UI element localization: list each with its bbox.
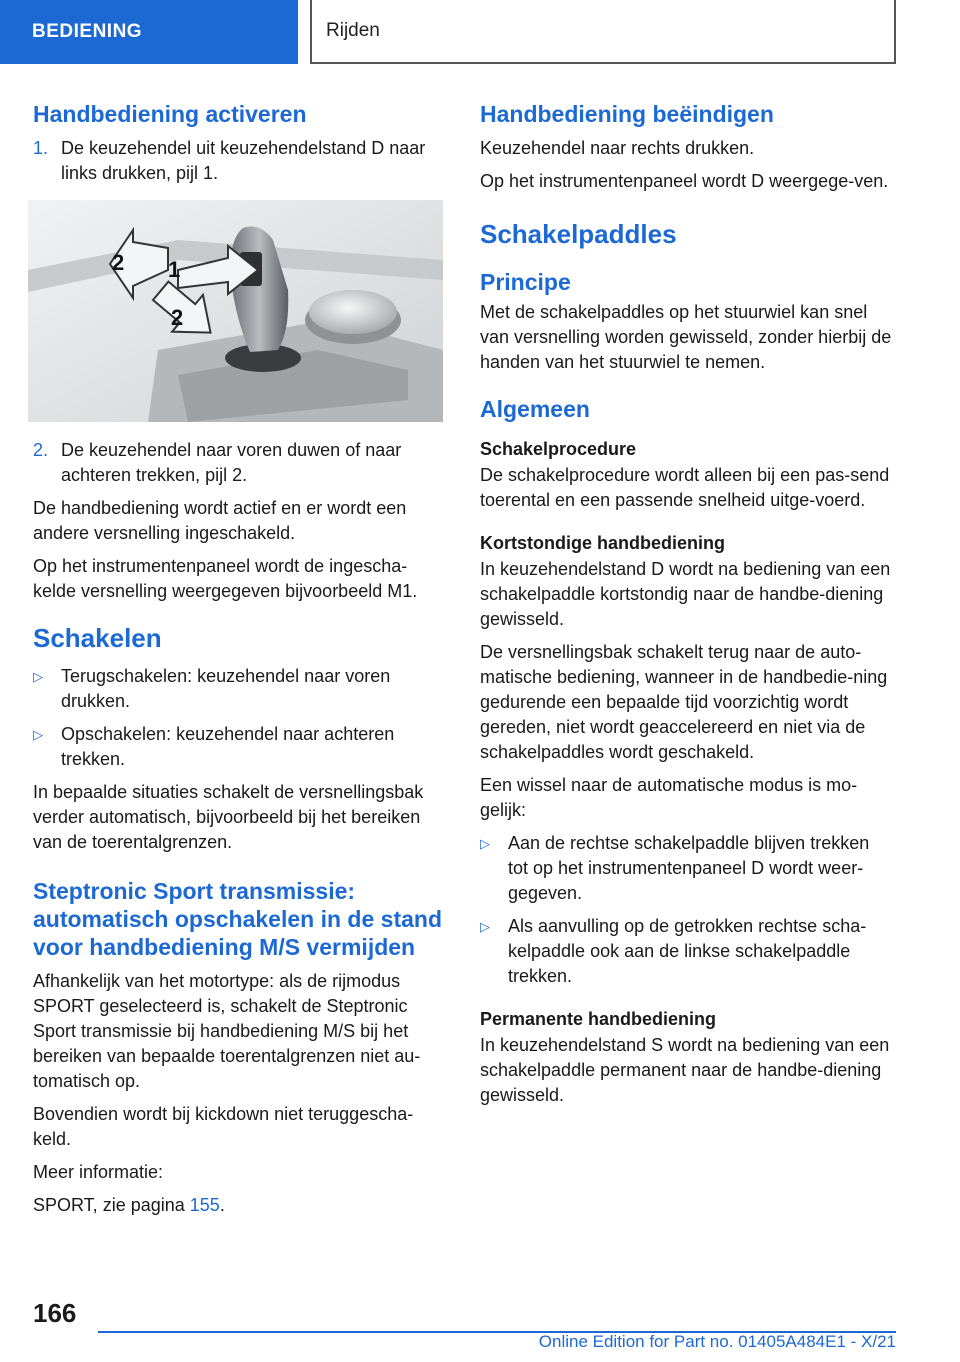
bullet-text: Als aanvulling op de getrokken rechtse scha-kelpaddle ook aan de linkse schakelpaddle trekken. xyxy=(508,916,867,986)
step-number: 2. xyxy=(33,440,49,460)
paragraph: Bovendien wordt bij kickdown niet teruggescha-keld. xyxy=(33,1104,414,1149)
bullet-triangle-icon: ▷ xyxy=(33,727,43,742)
heading-paddles: Schakelpaddles xyxy=(480,219,677,249)
heading-general: Algemeen xyxy=(480,396,590,422)
bullet-item xyxy=(480,914,894,989)
heading-end-manual: Handbediening beëindigen xyxy=(480,101,774,127)
step-number: 1. xyxy=(33,138,49,158)
ref-text: SPORT, zie pagina xyxy=(33,1195,190,1215)
paragraph: In keuzehendelstand S wordt na bediening van een schakelpaddle permanent naar de handbe-diening gewisseld. xyxy=(480,1035,890,1105)
bullet-text: Opschakelen: keuzehendel naar achteren trekken. xyxy=(61,724,395,769)
subheading-procedure: Schakelprocedure xyxy=(480,439,637,459)
heading-shift: Schakelen xyxy=(33,623,162,653)
bullet-item xyxy=(480,831,894,906)
paragraph: In bepaalde situaties schakelt de versnellingsbak verder automatisch, bijvoorbeeld bij het bereiken van de toerentalgrenzen. xyxy=(33,782,424,852)
right-column xyxy=(480,100,894,1116)
paragraph: Met de schakelpaddles op het stuurwiel kan snel van versnelling worden gewisseld, zonder hierbij de handen van het stuurwiel te nemen. xyxy=(480,302,892,372)
gear-selector-drawing xyxy=(28,200,443,422)
step-text: De keuzehendel naar voren duwen of naar achteren trekken, pijl 2. xyxy=(61,440,402,485)
bullet-triangle-icon: ▷ xyxy=(480,836,490,851)
subheading-short-manual: Kortstondige handbediening xyxy=(480,533,725,553)
section-tab xyxy=(0,0,298,64)
paragraph: In keuzehendelstand D wordt na bediening van een schakelpaddle kortstondig naar de handbe-diening gewisseld. xyxy=(480,559,891,629)
paragraph: Afhankelijk van het motortype: als de rijmodus SPORT geselecteerd is, schakelt de Steptronic Sport transmissie bij handbediening M/S bij het bereiken van bepaalde toerentalgrenzen niet au-tomatisch op. xyxy=(33,971,421,1091)
bullet-triangle-icon: ▷ xyxy=(33,669,43,684)
page-link[interactable]: 155 xyxy=(189,1195,220,1215)
page-number: 166 xyxy=(33,1298,77,1328)
chapter-tab xyxy=(310,0,896,64)
ref-suffix: . xyxy=(219,1195,225,1215)
chapter-title: Rijden xyxy=(326,20,380,41)
heading-principle: Principe xyxy=(480,269,571,295)
step-1 xyxy=(33,136,445,186)
heading-steptronic: Steptronic Sport transmissie: automatisch opschakelen in de stand voor handbediening M/S vermijden xyxy=(33,878,442,960)
left-column xyxy=(33,100,445,1226)
bullet-item xyxy=(33,722,445,772)
section-title: BEDIENING xyxy=(32,21,143,42)
paragraph: Een wissel naar de automatische modus is mo-gelijk: xyxy=(480,775,858,820)
bullet-text: Terugschakelen: keuzehendel naar voren drukken. xyxy=(61,666,391,711)
step-text: De keuzehendel uit keuzehendelstand D naar links drukken, pijl 1. xyxy=(61,138,426,183)
paragraph: De schakelprocedure wordt alleen bij een pas-send toerental en een passende snelheid uitge-voerd. xyxy=(480,465,890,510)
arrow-2-label-upper: 2 xyxy=(112,250,125,275)
paragraph: Op het instrumentenpaneel wordt D weergege-ven. xyxy=(480,171,889,191)
arrow-2-label-lower: 2 xyxy=(171,305,184,330)
footer-edition: Online Edition for Part no. 01405A484E1 - X/21 xyxy=(538,1332,896,1351)
gear-selector-illustration xyxy=(28,200,443,422)
paragraph: Meer informatie: xyxy=(33,1162,164,1182)
paragraph-sport-ref xyxy=(33,1193,445,1218)
paragraph: De versnellingsbak schakelt terug naar de auto-matische bediening, wanneer in de handbedie-ning gedurende een bepaalde tijd voorzichtig wordt gereden, niet wordt geaccelereerd en niet via de schakelpaddles wordt geschakeld. xyxy=(480,642,888,762)
subheading-permanent-manual: Permanente handbediening xyxy=(480,1009,717,1029)
paragraph: De handbediening wordt actief en er wordt een andere versnelling ingeschakeld. xyxy=(33,498,407,543)
heading-activate: Handbediening activeren xyxy=(33,101,307,127)
paragraph: Op het instrumentenpaneel wordt de ingescha-kelde versnelling weergegeven bijvoorbeeld M1. xyxy=(33,556,418,601)
bullet-triangle-icon: ▷ xyxy=(480,919,490,934)
paragraph: Keuzehendel naar rechts drukken. xyxy=(480,138,755,158)
step-2 xyxy=(33,438,445,488)
arrow-1-label: 1 xyxy=(168,257,181,282)
bullet-item xyxy=(33,664,445,714)
bullet-text: Aan de rechtse schakelpaddle blijven trekken tot op het instrumentenpaneel D wordt weer-gegeven. xyxy=(508,833,870,903)
